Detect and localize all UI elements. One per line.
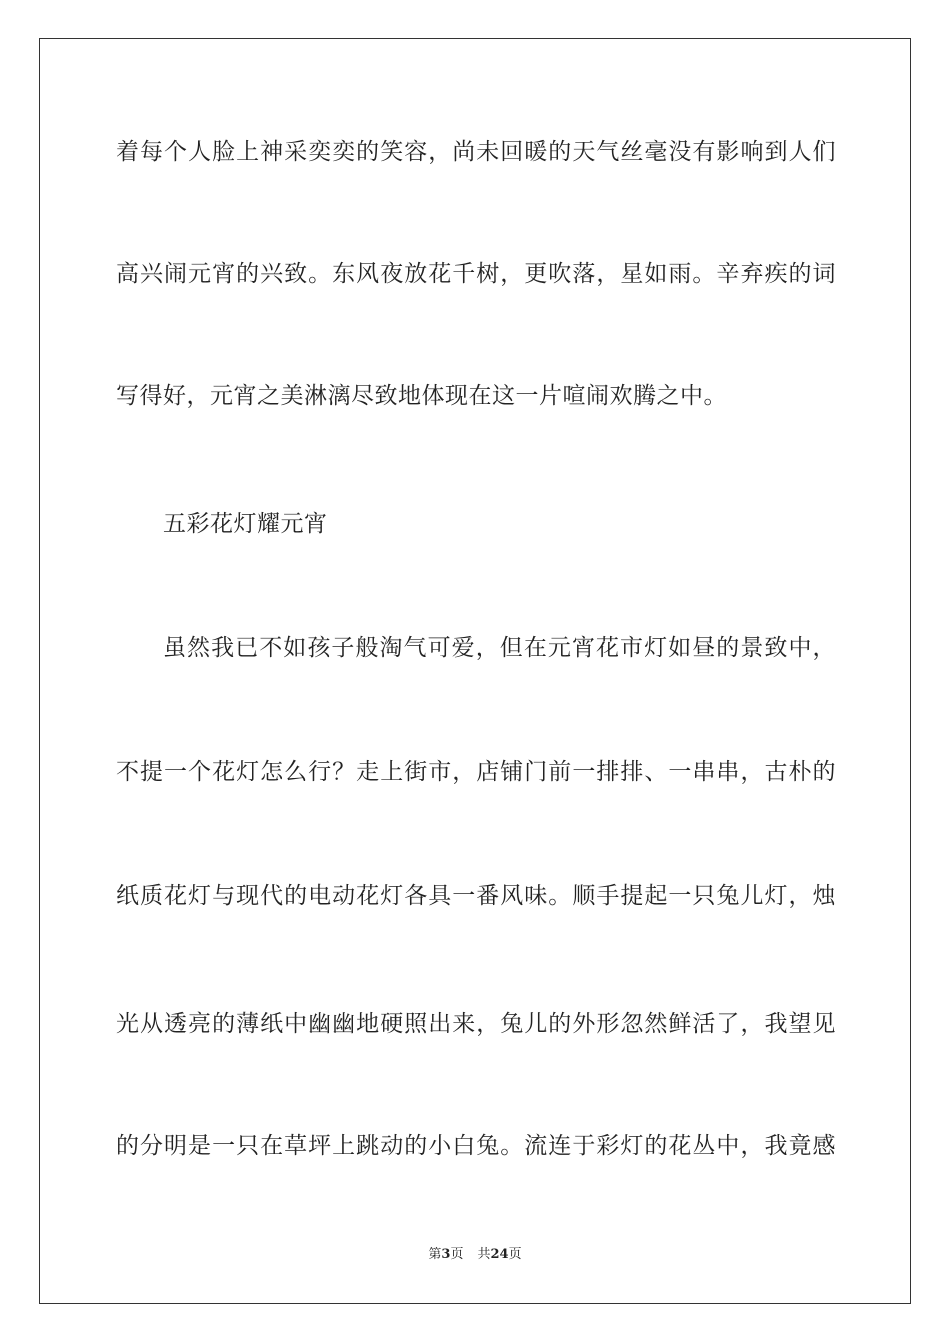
body-text-line: 的分明是一只在草坪上跳动的小白兔。流连于彩灯的花丛中，我竟感 <box>116 1133 836 1159</box>
page-border <box>39 38 911 1304</box>
body-text-line: 着每个人脸上神采奕奕的笑容，尚未回暖的天气丝毫没有影响到人们 <box>116 139 836 165</box>
section-heading: 五彩花灯耀元宵 <box>163 511 328 537</box>
total-label-suffix: 页 <box>508 1247 522 1262</box>
page-label-suffix: 页 <box>450 1247 464 1262</box>
page-number: 3 <box>441 1247 451 1262</box>
page-label-prefix: 第 <box>428 1247 442 1262</box>
page-footer <box>0 1246 950 1264</box>
body-text-line: 不提一个花灯怎么行？走上街市，店铺门前一排排、一串串，古朴的 <box>116 759 836 785</box>
body-text-line: 光从透亮的薄纸中幽幽地硬照出来，兔儿的外形忽然鲜活了，我望见 <box>116 1011 836 1037</box>
body-text-line: 高兴闹元宵的兴致。东风夜放花千树，更吹落，星如雨。辛弃疾的词 <box>116 261 836 287</box>
total-pages: 24 <box>490 1247 509 1262</box>
body-text-line: 纸质花灯与现代的电动花灯各具一番风味。顺手提起一只兔儿灯，烛 <box>116 883 836 909</box>
body-text-line: 写得好，元宵之美淋漓尽致地体现在这一片喧闹欢腾之中。 <box>116 383 727 409</box>
total-label-prefix: 共 <box>477 1247 491 1262</box>
body-text-line: 虽然我已不如孩子般淘气可爱，但在元宵花市灯如昼的景致中， <box>163 635 836 661</box>
